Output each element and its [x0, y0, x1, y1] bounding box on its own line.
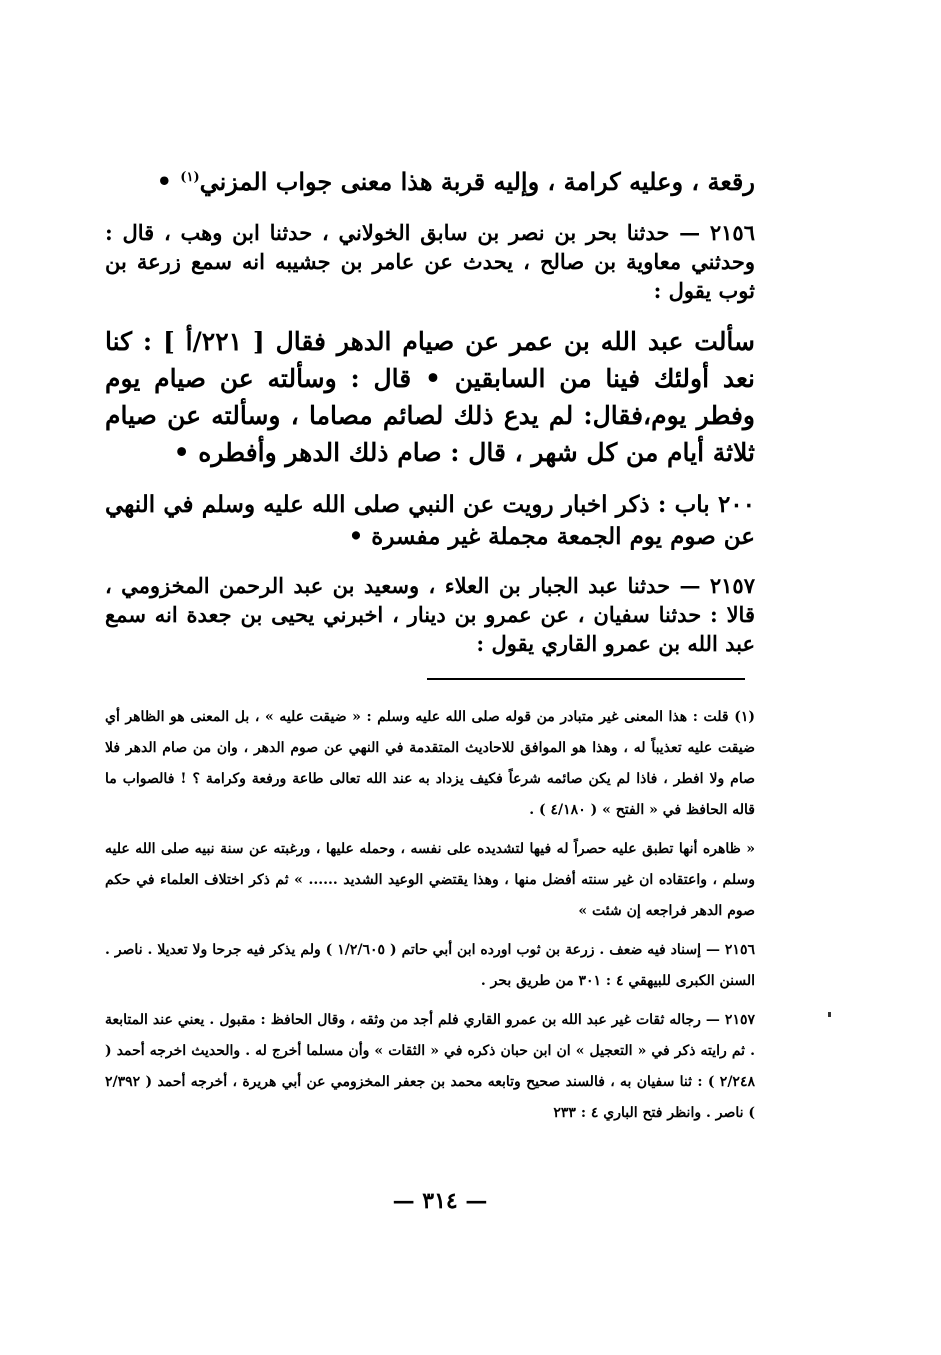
chapter-heading: ٢٠٠ باب : ذكر اخبار رويت عن النبي صلى الله عليه وسلم في النهي عن صوم يوم الجمعة مجملة غير مفسرة •: [105, 491, 755, 550]
hadith-isnad: — حدثنا عبد الجبار بن العلاء ، وسعيد بن عبد الرحمن المخزومي ، قالا : حدثنا سفيان ، عن عمرو بن دينار ، اخبرني يحيى بن جعدة انه سمع عبد الله بن عمرو القاري يقول :: [105, 573, 755, 656]
footnote-1: (١) قلت : هذا المعنى غير متبادر من قوله صلى الله عليه وسلم : « ضيقت عليه » ، بل المعنى هو الظاهر أي ضيقت عليه تعذيباً له ، وهذا هو الموافق للاحاديث المتقدمة في النهي عن صوم الدهر ، وان من صام الدهر فلا صام ولا افطر ، فاذا لم يكن صائمه شرعاً فكيف يزداد به عند الله تعالى طاعة ورفعة وكرامة ؟ ! فالصواب ما قاله الحافظ في « الفتح » ( ٤/١٨٠ ) .: [105, 709, 755, 818]
main-text: [105, 160, 755, 676]
hadith-number: ٢١٥٦: [709, 220, 755, 245]
footnote-ref: (١): [180, 170, 200, 185]
page-number: — ٣١٤ —: [392, 1188, 488, 1214]
footnote-quote: « ظاهره أنها تطبق عليه حصراً له فيها لتشديده على نفسه ، وحمله عليها ، ورغبته عن سنة نبيه صلى الله عليه وسلم ، واعتقاده ان غير سنته أفضل منها ، وهذا يقتضي الوعيد الشديد ...... » ثم ذكر اختلاف العلماء في حكم صوم الدهر فراجعه إن شئت »: [105, 841, 755, 919]
footnotes: [105, 702, 755, 1137]
hadith-isnad: — حدثنا بحر بن نصر بن سابق الخولاني ، حدثنا ابن وهب ، قال : وحدثني معاوية بن صالح ، يحدث عن عامر بن جشيبه انه سمع زرعة بن ثوب يقول :: [105, 220, 755, 303]
footnote-2156: ٢١٥٦ — إسناد فيه ضعف . زرعة بن ثوب اورده ابن أبي حاتم ( ١/٢/٦٠٥ ) ولم يذكر فيه جرحا ولا تعديلا . ناصر . السنن الكبرى للبيهقي ٤ : ٣٠١ من طريق بحر .: [105, 942, 755, 989]
top-line: [105, 160, 755, 200]
top-line-text: رقعة ، وعليه كرامة ، وإليه قربة هذا معنى جواب المزني: [199, 167, 755, 196]
top-line-end: •: [156, 167, 181, 196]
footnote-2157: ٢١٥٧ — رجاله ثقات غير عبد الله بن عمرو القاري فلم أجد من وثقه ، وقال الحافظ : مقبول . يعني عند المتابعة . ثم رايته ذكر في « التعجيل » ان ابن حبان ذكره في « الثقات » وأن مسلما أخرج له . والحديث اخرجه أحمد ( ٢/٢٤٨ ) : ثنا سفيان به ، فالسند صحيح وتابعه محمد بن جعفر المخزومي عن أبي هريرة ، أخرجه أحمد ( ٢/٣٩٢ ) ناصر . وانظر فتح الباري ٤ : ٢٣٣: [105, 1012, 755, 1121]
hadith-number: ٢١٥٧: [709, 573, 755, 598]
hadith-report: سألت عبد الله بن عمر عن صيام الدهر فقال [ ٢٢١/أ ] : كنا نعد أولئك فينا من السابقين • قال : وسألته عن صيام يوم وفطر يوم،فقال: لم يدع ذلك لصائم مصاما ، وسألته عن صيام ثلاثة أيام من كل شهر ، قال : صام ذلك الدهر وأفطره •: [105, 327, 755, 467]
scan-speck: [828, 1012, 831, 1017]
footnote-separator: [427, 678, 745, 680]
hadith-2156: [105, 218, 755, 305]
hadith-2157: [105, 571, 755, 658]
